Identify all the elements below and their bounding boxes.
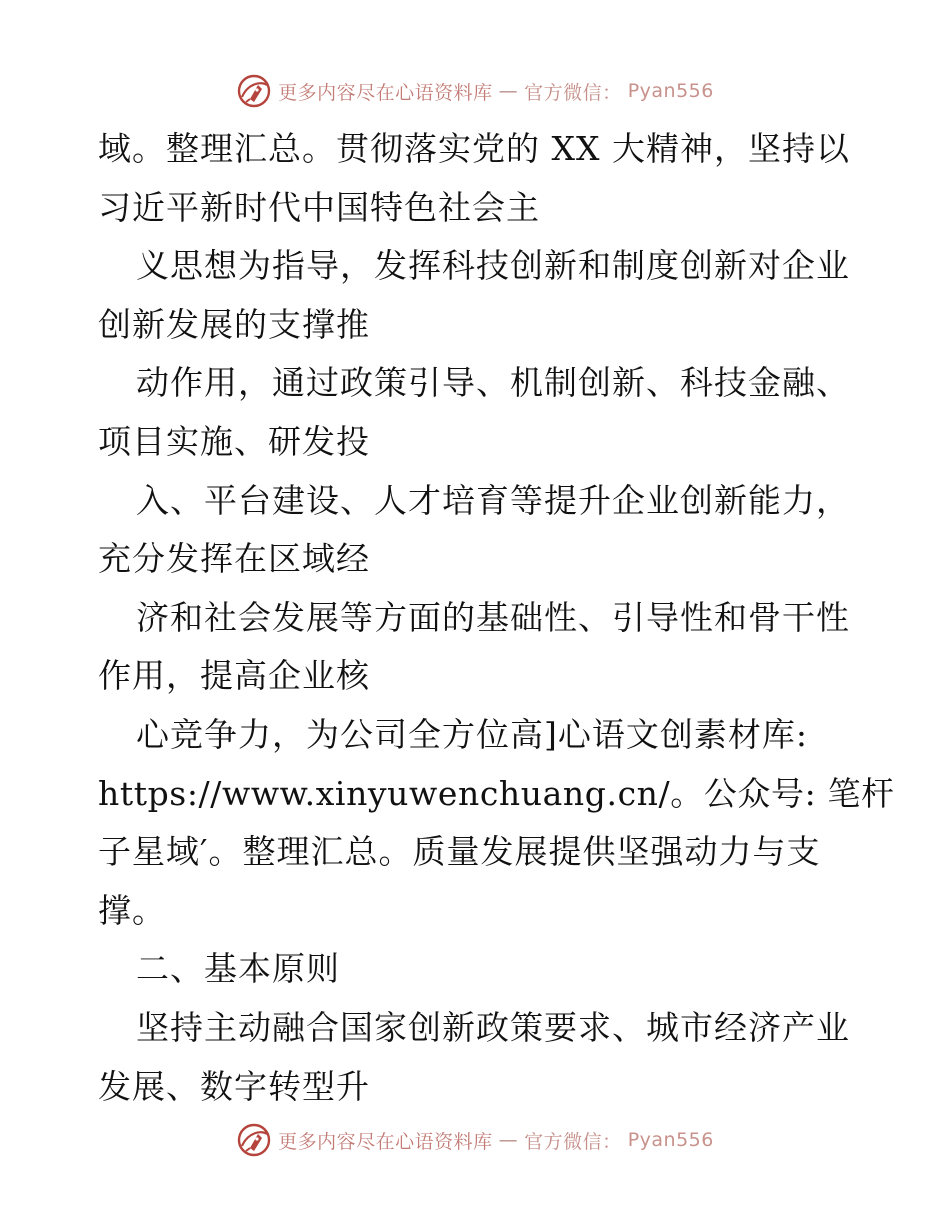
paragraph-line: 发展、数字转型升 [98,1066,370,1106]
paragraph-line: 坚持主动融合国家创新政策要求、城市经济产业 [136,1007,850,1047]
paragraph-line: 子星域′。整理汇总。质量发展提供坚强动力与支 [98,832,821,872]
paragraph-line: 域。整理汇总。贯彻落实党的 XX 大精神，坚持以 [98,129,850,168]
paragraph-line: 充分发挥在区域经 [98,539,370,579]
watermark-wechat-id: Pyan556 [627,80,714,102]
watermark-wechat-id: Pyan556 [627,1129,714,1151]
url-line: https://www.xinyuwenchuang.cn/。公众号: 笔杆 [98,773,895,813]
document-body [98,120,895,1116]
fountain-pen-nib-icon [236,73,272,109]
paragraph-line: 济和社会发展等方面的基础性、引导性和骨干性 [136,597,850,637]
watermark-banner [236,73,714,109]
paragraph-line: 项目实施、研发投 [98,421,370,461]
watermark-dash: — [498,80,519,102]
fountain-pen-nib-icon [236,1122,272,1158]
paragraph-line: 心竞争力，为公司全方位高]心语文创素材库: [136,714,808,754]
paragraph-line: 习近平新时代中国特色社会主 [98,187,540,227]
paragraph-line: 义思想为指导，发挥科技创新和制度创新对企业 [136,246,850,286]
footer-watermark [0,1120,950,1160]
watermark-library-text: 更多内容尽在心语资料库 [278,81,493,104]
paragraph-line: 创新发展的支撑推 [98,304,370,344]
paragraph-line: 入、平台建设、人才培育等提升企业创新能力， [136,480,850,520]
paragraph-line: 撑。 [98,890,166,930]
section-heading: 二、基本原则 [136,949,340,989]
watermark-banner [236,1122,714,1158]
paragraph-line: 动作用，通过政策引导、机制创新、科技金融、 [136,363,850,403]
header-watermark [0,71,950,111]
watermark-library-text: 更多内容尽在心语资料库 [278,1130,493,1153]
watermark-wechat-label: 官方微信： [524,81,622,104]
watermark-dash: — [498,1129,519,1151]
paragraph-line: 作用，提高企业核 [98,656,370,696]
watermark-wechat-label: 官方微信： [524,1130,622,1153]
